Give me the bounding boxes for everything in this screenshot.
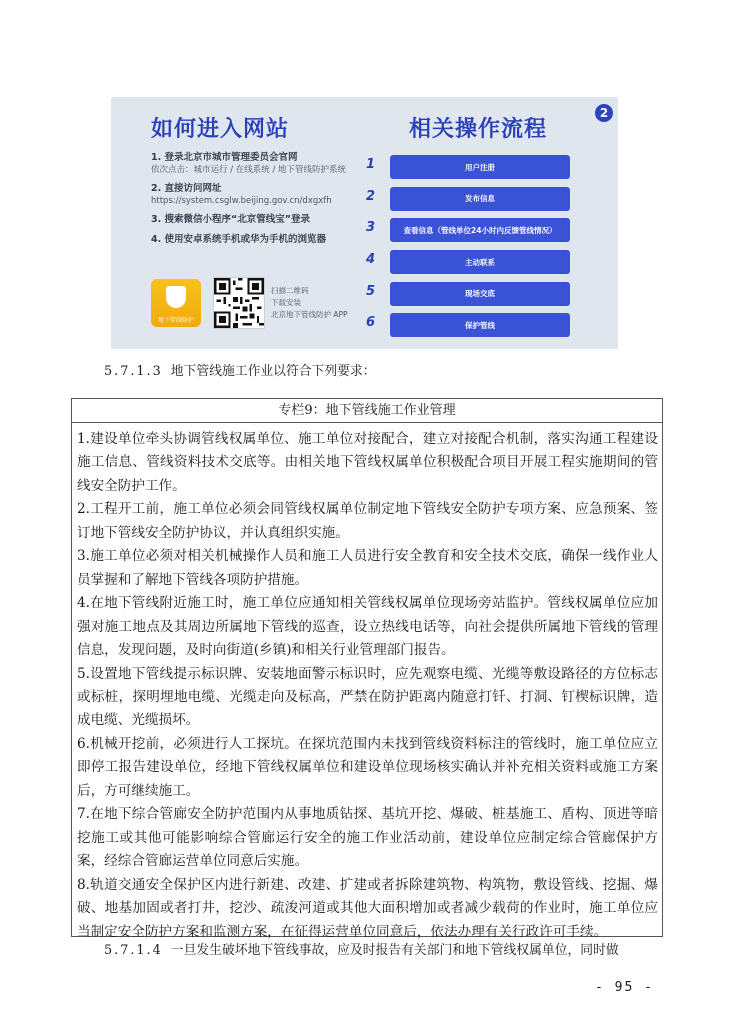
flow-step: 2 发布信息	[366, 187, 586, 211]
app-logo-label: 地下管线防护	[157, 317, 194, 324]
clause-text: 一旦发生破坏地下管线事故，应及时报告有关部门和地下管线权属单位，同时做	[170, 943, 619, 958]
app-download-row	[151, 277, 366, 333]
access-steps	[151, 151, 366, 247]
flow-step-button: 现场交底	[390, 282, 570, 306]
operation-guide-infographic	[111, 97, 618, 349]
column-title: 专栏9：地下管线施工作业管理	[72, 399, 662, 423]
access-website-panel	[151, 117, 366, 253]
column-box	[71, 398, 663, 940]
number-badge: 2	[595, 104, 613, 122]
flow-step: 4 主动联系	[366, 250, 586, 274]
list-item: 5.设置地下管线提示标识牌、安装地面警示标识时，应先观察电缆、光缆等敷设路径的方位标志或标桩，探明埋地电缆、光缆走向及标高，严禁在防护距离内随意打钎、打洞、钉楔标识牌，造成电缆、光缆损坏。	[77, 665, 658, 729]
qr-code-icon	[213, 277, 265, 329]
flow-step: 5 现场交底	[366, 282, 586, 306]
flow-step-button: 查看信息（管线单位24小时内反馈管线情况）	[390, 218, 570, 242]
qr-instructions: 扫描二维码 下载安装 北京地下管线防护 APP	[271, 286, 348, 319]
operation-flow-panel	[366, 117, 586, 331]
flow-step: 3 查看信息（管线单位24小时内反馈管线情况）	[366, 218, 586, 242]
list-item: 8.轨道交通安全保护区内进行新建、改建、扩建或者拆除建筑物、构筑物，敷设管线、挖掘、爆破、地基加固或者打井，挖沙、疏浚河道或其他大面积增加或者减少载荷的作业时，施工单位应当制定安全防护方案和监测方案，在征得运营单位同意后，依法办理有关行政许可手续。	[77, 876, 658, 940]
list-item: 7.在地下综合管廊安全防护范围内从事地质钻探、基坑开挖、爆破、桩基施工、盾构、顶进等暗挖施工或其他可能影响综合管廊运行安全的施工作业活动前，建设单位应制定综合管廊保护方案，经综合管廊运营单位同意后实施。	[77, 806, 658, 870]
operation-flow-list	[366, 155, 586, 345]
operation-flow-title: 相关操作流程	[408, 117, 547, 142]
access-step: 1. 登录北京市城市管理委员会官网 依次点击：城市运行 / 在线系统 / 地下管线防护系统	[151, 152, 347, 175]
clause-number: 5.7.1.3	[104, 364, 163, 379]
page-number: - 95 -	[595, 980, 654, 995]
flow-step: 1 用户注册	[366, 155, 586, 179]
list-item: 4.在地下管线附近施工时，施工单位应通知相关管线权属单位现场旁站监护。管线权属单位应加强对施工地点及其周边所属地下管线的巡查，设立热线电话等，向社会提供所属地下管线的管理信息，发现问题，及时向街道(乡镇)和相关行业管理部门报告。	[77, 595, 658, 659]
access-website-title: 如何进入网站	[151, 117, 290, 142]
access-step: 2. 直接访问网址 https://system.csglw.beijing.gov.cn/dxgxfh	[151, 183, 332, 206]
flow-step: 6 保护管线	[366, 313, 586, 337]
clause-number: 5.7.1.4	[104, 943, 163, 958]
list-item: 6.机械开挖前，必须进行人工探坑。在探坑范围内未找到管线资料标注的管线时，施工单位应立即停工报告建设单位，经地下管线权属单位和建设单位现场核实确认并补充相关资料或施工方案后，方可继续施工。	[77, 735, 658, 799]
flow-step-button: 主动联系	[390, 250, 570, 274]
shield-icon	[166, 286, 186, 308]
access-step: 4. 使用安卓系统手机或华为手机的浏览器	[151, 234, 327, 245]
clause-text: 地下管线施工作业以符合下列要求：	[170, 364, 376, 379]
clause-5-7-1-4	[104, 941, 619, 961]
flow-step-button: 保护管线	[390, 313, 570, 337]
flow-step-button: 用户注册	[390, 155, 570, 179]
flow-step-button: 发布信息	[390, 187, 570, 211]
list-item: 1.建设单位牵头协调管线权属单位、施工单位对接配合，建立对接配合机制，落实沟通工程建设施工信息、管线资料技术交底等。由相关地下管线权属单位积极配合项目开展工程实施期间的管线安全防护工作。	[77, 431, 658, 494]
access-step: 3. 搜索微信小程序“北京管线宝”登录	[151, 214, 311, 225]
app-logo-icon	[151, 279, 201, 327]
list-item: 3.施工单位必须对相关机械操作人员和施工人员进行安全教育和安全技术交底，确保一线作业人员掌握和了解地下管线各项防护措施。	[77, 548, 658, 588]
clause-5-7-1-3	[104, 362, 376, 382]
column-items	[72, 423, 662, 944]
list-item: 2.工程开工前，施工单位必须会同管线权属单位制定地下管线安全防护专项方案、应急预案、签订地下管线安全防护协议，并认真组织实施。	[77, 501, 658, 541]
